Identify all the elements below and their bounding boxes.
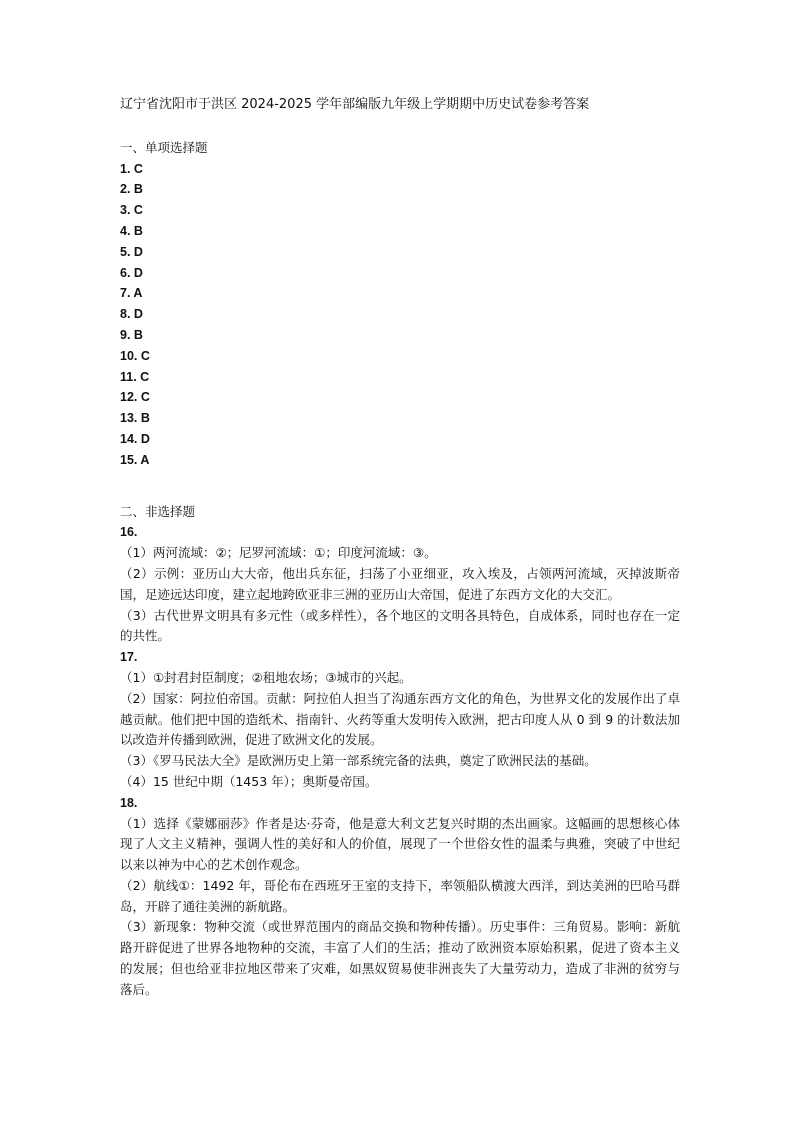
answer-paragraph: （2）示例：亚历山大大帝，他出兵东征，扫荡了小亚细亚，攻入埃及，占领两河流域，灭掉波斯帝国，足迹远达印度，建立起地跨欧亚非三洲的亚历山大帝国，促进了东西方文化的大交汇。 [120, 565, 680, 602]
question-block-17 [120, 647, 680, 793]
question-number: 18. [120, 795, 138, 810]
answer-paragraph: （4）15 世纪中期（1453 年）；奥斯曼帝国。 [120, 773, 378, 789]
answer-item: 14. D [120, 431, 150, 446]
answer-item: 7. A [120, 286, 143, 301]
answer-item: 4. B [120, 223, 143, 238]
answer-item: 1. C [120, 161, 143, 176]
answer-item: 6. D [120, 265, 143, 280]
answer-paragraph: （3）新现象：物种交流（或世界范围内的商品交换和物种传播）。历史事件：三角贸易。影响：新航路开辟促进了世界各地物种的交流，丰富了人们的生活；推动了欧洲资本原始积累，促进了资本主义的发展；但也给亚非拉地区带来了灾难，如黑奴贸易使非洲丧失了大量劳动力，造成了非洲的贫穷与落后。 [120, 919, 680, 997]
answer-item: 10. C [120, 348, 150, 363]
answer-list [120, 159, 680, 471]
answer-item: 3. C [120, 203, 143, 218]
answer-paragraph: （1）两河流域：②；尼罗河流域：①；印度河流域：③。 [120, 545, 437, 561]
question-number: 17. [120, 650, 138, 665]
section-heading-non-choice: 二、非选择题 [120, 503, 196, 519]
answer-paragraph: （1）①封君封臣制度；②租地农场；③城市的兴起。 [120, 669, 412, 685]
section-heading-multiple-choice: 一、单项选择题 [120, 139, 208, 155]
answer-paragraph: （3）古代世界文明具有多元性（或多样性），各个地区的文明各具特色，自成体系，同时也存在一定的共性。 [120, 607, 680, 644]
answer-item: 9. B [120, 327, 143, 342]
question-block-18 [120, 793, 680, 1001]
answer-item: 12. C [120, 390, 150, 405]
answer-item: 8. D [120, 307, 143, 322]
document-title: 辽宁省沈阳市于洪区 2024-2025 学年部编版九年级上学期期中历史试卷参考答案 [120, 97, 590, 112]
answer-item: 11. C [120, 369, 150, 384]
answer-item: 13. B [120, 411, 150, 426]
document-page [120, 95, 680, 1001]
answer-item: 5. D [120, 244, 143, 259]
question-block-16 [120, 522, 680, 647]
answer-item: 2. B [120, 182, 143, 197]
answer-paragraph: （2）国家：阿拉伯帝国。贡献：阿拉伯人担当了沟通东西方文化的角色，为世界文化的发展作出了卓越贡献。他们把中国的造纸术、指南针、火药等重大发明传入欧洲，把古印度人从 0 到 9 的计数法加以改造并传播到欧洲，促进了欧洲文化的发展。 [120, 690, 680, 748]
answer-item: 15. A [120, 452, 150, 467]
answer-paragraph: （2）航线①：1492 年，哥伦布在西班牙王室的支持下，率领船队横渡大西洋，到达美洲的巴哈马群岛，开辟了通往美洲的新航路。 [120, 877, 680, 914]
question-number: 16. [120, 525, 138, 540]
answer-paragraph: （3）《罗马民法大全》是欧洲历史上第一部系统完备的法典，奠定了欧洲民法的基础。 [120, 753, 597, 769]
answer-paragraph: （1）选择《蒙娜丽莎》作者是达·芬奇，他是意大利文艺复兴时期的杰出画家。这幅画的思想核心体现了人文主义精神，强调人性的美好和人的价值，展现了一个世俗女性的温柔与典雅，突破了中世纪以来以神为中心的艺术创作观念。 [120, 815, 680, 873]
